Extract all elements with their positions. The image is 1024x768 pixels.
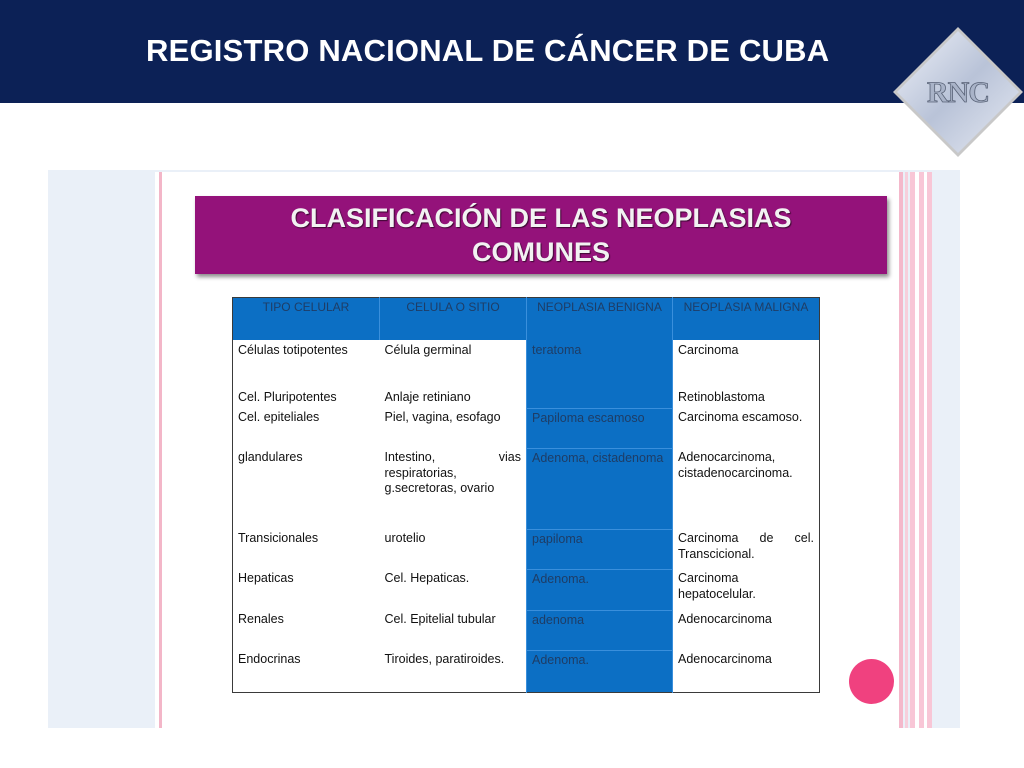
right-stripe-4 — [915, 172, 919, 728]
cell-benigna: Papiloma escamoso — [527, 408, 673, 448]
table-row — [233, 408, 820, 448]
cell-sitio: Piel, vagina, esofago — [384, 410, 501, 424]
table-row — [233, 448, 820, 529]
column-header: TIPO CELULAR — [233, 298, 380, 341]
table-row — [233, 610, 820, 650]
slide-title-banner — [195, 196, 887, 274]
table-row — [233, 569, 820, 610]
right-stripe-1 — [899, 172, 903, 728]
cell-maligna: Carcinoma — [678, 343, 739, 357]
table-row — [233, 650, 820, 692]
cell-maligna: Retinoblastoma — [678, 390, 765, 404]
cell-sitio: Célula germinal — [384, 343, 472, 357]
page-title: REGISTRO NACIONAL DE CÁNCER DE CUBA — [146, 33, 830, 68]
decorative-pink-circle — [849, 659, 894, 704]
slide-title-line1: CLASIFICACIÓN DE LAS NEOPLASIAS — [290, 203, 792, 233]
cell-tipo: Cel. Pluripotentes — [238, 390, 337, 404]
cell-benigna: Adenoma, cistadenoma — [527, 448, 673, 529]
right-stripe-2 — [905, 172, 908, 728]
logo-text: RNC — [927, 76, 989, 109]
table-header-row — [233, 298, 820, 341]
cell-maligna: Adenocarcinoma, cistadenocarcinoma. — [678, 450, 793, 480]
right-stripe-3 — [910, 172, 932, 728]
cell-maligna: Carcinoma hepatocelular. — [678, 571, 756, 601]
column-header: CELULA O SITIO — [380, 298, 527, 341]
column-header: NEOPLASIA BENIGNA — [527, 298, 673, 341]
right-stripe-5 — [924, 172, 927, 728]
header-bar — [0, 0, 1024, 103]
cell-maligna: Adenocarcinoma — [678, 612, 772, 626]
cell-benigna — [527, 388, 673, 408]
table-row — [233, 340, 820, 388]
cell-benigna: teratoma — [527, 340, 673, 388]
rnc-logo — [893, 27, 1023, 157]
cell-maligna: Carcinoma de cel. Transcicional. — [678, 531, 814, 561]
cell-sitio: Cel. Epitelial tubular — [384, 612, 496, 626]
cell-tipo: Hepaticas — [238, 571, 294, 585]
left-decor-line — [159, 172, 162, 728]
table-row — [233, 388, 820, 408]
cell-tipo: Células totipotentes — [238, 343, 348, 357]
cell-benigna: Adenoma. — [527, 650, 673, 692]
table-row — [233, 529, 820, 569]
column-header: NEOPLASIA MALIGNA — [673, 298, 820, 341]
slide-title-line2: COMUNES — [471, 237, 610, 267]
neoplasias-table — [232, 297, 820, 693]
cell-tipo: glandulares — [238, 450, 303, 464]
cell-tipo: Renales — [238, 612, 284, 626]
cell-maligna: Adenocarcinoma — [678, 652, 772, 666]
cell-tipo: Transicionales — [238, 531, 319, 545]
cell-benigna: papiloma — [527, 529, 673, 569]
cell-maligna: Carcinoma escamoso. — [678, 410, 803, 424]
cell-sitio: Anlaje retiniano — [384, 390, 471, 404]
cell-tipo: Endocrinas — [238, 652, 301, 666]
cell-sitio: Cel. Hepaticas. — [384, 571, 470, 585]
cell-benigna: adenoma — [527, 610, 673, 650]
cell-sitio: Tiroides, paratiroides. — [384, 652, 505, 666]
cell-sitio: urotelio — [384, 531, 426, 545]
cell-sitio: Intestino, vias respiratorias, g.secretoras, ovario — [384, 450, 521, 495]
cell-tipo: Cel. epiteliales — [238, 410, 320, 424]
cell-benigna: Adenoma. — [527, 569, 673, 610]
